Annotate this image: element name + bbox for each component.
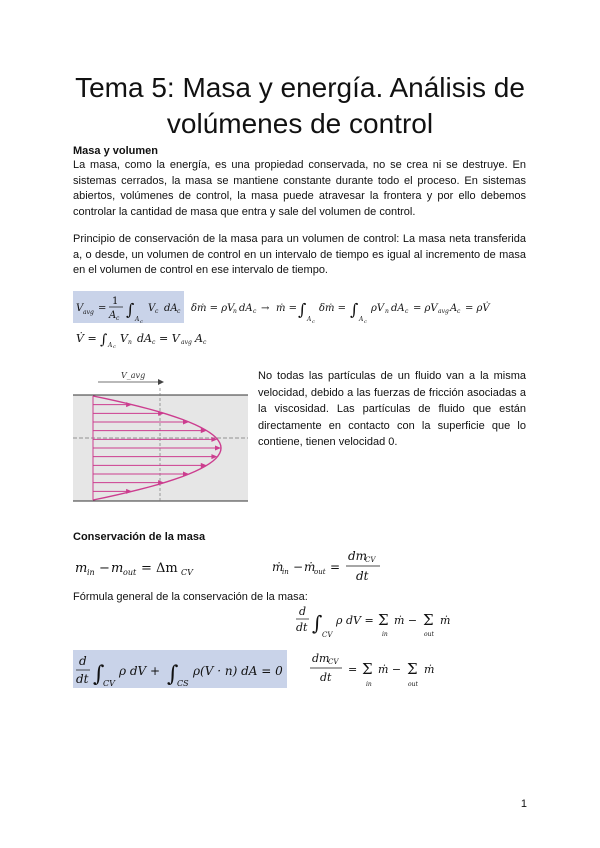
svg-text:CV: CV bbox=[103, 679, 115, 688]
page-number: 1 bbox=[520, 798, 527, 810]
svg-text:dA: dA bbox=[164, 303, 178, 314]
velocity-profile-figure bbox=[73, 368, 248, 514]
svg-text:m: m bbox=[75, 561, 88, 576]
svg-text:avg: avg bbox=[83, 309, 94, 316]
svg-text:m: m bbox=[111, 561, 124, 576]
svg-text:δṁ =: δṁ = bbox=[319, 303, 347, 314]
svg-text:V: V bbox=[148, 303, 156, 314]
svg-text:CV: CV bbox=[328, 658, 339, 666]
svg-text:A: A bbox=[135, 316, 140, 323]
section-heading-masa-volumen: Masa y volumen bbox=[73, 145, 158, 157]
svg-text:δṁ = ρV: δṁ = ρV bbox=[191, 303, 235, 314]
svg-text:CV: CV bbox=[322, 631, 333, 639]
svg-text:ρ(V · n) dA = 0: ρ(V · n) dA = 0 bbox=[193, 664, 283, 678]
equation-general-right bbox=[290, 600, 470, 642]
svg-text:c: c bbox=[405, 308, 409, 315]
svg-text:=: = bbox=[348, 663, 358, 676]
svg-text:A: A bbox=[195, 332, 203, 345]
svg-text:dA: dA bbox=[137, 332, 152, 345]
equation-mass-rate bbox=[270, 546, 420, 586]
svg-text:n: n bbox=[385, 308, 389, 315]
svg-text:∫: ∫ bbox=[100, 332, 108, 348]
svg-text:dm: dm bbox=[348, 549, 368, 563]
vavg-label: V_avg bbox=[121, 371, 146, 380]
svg-text:in: in bbox=[87, 568, 95, 577]
svg-text:1: 1 bbox=[112, 296, 119, 307]
svg-text:V: V bbox=[120, 332, 128, 345]
svg-text:dA: dA bbox=[239, 303, 253, 314]
svg-text:avg: avg bbox=[438, 308, 449, 315]
svg-text:∫: ∫ bbox=[312, 611, 323, 635]
equation-vdot bbox=[73, 327, 273, 349]
svg-text:d: d bbox=[299, 605, 307, 618]
svg-text:in: in bbox=[366, 681, 372, 688]
svg-text:V̇ =: V̇ = bbox=[76, 332, 97, 345]
svg-text:ρ dV =: ρ dV = bbox=[336, 614, 374, 627]
svg-text:c: c bbox=[364, 319, 367, 325]
svg-text:avg: avg bbox=[181, 339, 192, 346]
svg-text:=: = bbox=[330, 560, 341, 574]
svg-text:c: c bbox=[116, 315, 120, 322]
page-title: Tema 5: Masa y energía. Análisis de volúmenes de control bbox=[75, 72, 525, 139]
svg-text:dt: dt bbox=[320, 671, 332, 684]
equation-vavg-mdot bbox=[73, 291, 533, 325]
svg-text:∫: ∫ bbox=[93, 662, 105, 687]
svg-text:Σ: Σ bbox=[407, 660, 418, 678]
svg-text:dA: dA bbox=[391, 303, 405, 314]
svg-text:= ρV̇: = ρV̇ bbox=[465, 303, 490, 314]
svg-text:CV: CV bbox=[181, 568, 193, 577]
svg-text:c: c bbox=[253, 308, 257, 315]
vavg-arrowhead bbox=[158, 379, 164, 385]
svg-text:Σ: Σ bbox=[423, 611, 434, 629]
svg-text:ṁ: ṁ bbox=[272, 560, 284, 574]
svg-text:CS: CS bbox=[177, 679, 189, 688]
svg-text:ṁ =: ṁ = bbox=[276, 303, 298, 314]
svg-text:c: c bbox=[177, 308, 181, 315]
svg-text:ρV: ρV bbox=[371, 303, 385, 314]
svg-text:V: V bbox=[76, 303, 84, 314]
svg-text:n: n bbox=[233, 308, 237, 315]
figure-caption: No todas las partículas de un fluido van a la misma velocidad, debido a las fuerzas de fricción asociadas a la viscosidad. Las partículas de fluido que están directamente en contacto con la superficie que lo contiene, tienen velocidad 0. bbox=[258, 370, 526, 448]
svg-text:ṁ: ṁ bbox=[304, 560, 316, 574]
svg-text:−: − bbox=[99, 561, 110, 576]
svg-text:Σ: Σ bbox=[378, 611, 389, 629]
svg-text:∫: ∫ bbox=[126, 300, 135, 319]
svg-text:ṁ −: ṁ − bbox=[378, 663, 402, 676]
svg-text:ρ dV +: ρ dV + bbox=[119, 664, 161, 678]
svg-text:= ρV: = ρV bbox=[413, 303, 438, 314]
svg-text:out: out bbox=[314, 568, 326, 576]
svg-text:= V: = V bbox=[159, 332, 180, 345]
svg-text:out: out bbox=[123, 568, 137, 577]
svg-text:dt: dt bbox=[76, 672, 89, 686]
svg-text:= Δm: = Δm bbox=[141, 561, 178, 576]
svg-text:A: A bbox=[450, 303, 458, 314]
svg-text:−: − bbox=[293, 560, 304, 574]
svg-text:dt: dt bbox=[356, 569, 369, 583]
svg-text:A: A bbox=[109, 310, 117, 321]
svg-text:c: c bbox=[140, 319, 143, 325]
svg-text:in: in bbox=[382, 631, 388, 638]
equation-general-right2 bbox=[308, 648, 458, 690]
svg-text:∫: ∫ bbox=[298, 300, 307, 319]
svg-text:CV: CV bbox=[365, 556, 376, 564]
svg-text:c: c bbox=[155, 308, 159, 315]
svg-text:c: c bbox=[312, 319, 315, 325]
svg-text:∫: ∫ bbox=[350, 300, 359, 319]
equation-mass-balance bbox=[73, 552, 273, 582]
svg-text:c: c bbox=[113, 344, 116, 349]
svg-text:c: c bbox=[203, 339, 207, 346]
svg-text:c: c bbox=[152, 339, 156, 346]
svg-text:→: → bbox=[261, 303, 270, 314]
svg-text:A: A bbox=[108, 342, 113, 349]
general-formula-label: Fórmula general de la conservación de la masa: bbox=[73, 591, 308, 603]
svg-text:out: out bbox=[424, 631, 434, 638]
svg-text:n: n bbox=[128, 339, 132, 346]
paragraph-masa: La masa, como la energía, es una propiedad conservada, no se crea ni se destruye. En sistemas cerrados, la masa se mantiene constante durante todo el proceso. En sistemas abiertos, volúmenes de control, la masa puede atravesar la frontera y por ello debemos controlar la cantidad de masa que entra y sale del volumen de control. bbox=[73, 159, 526, 218]
section-heading-conservacion: Conservación de la masa bbox=[73, 531, 206, 543]
svg-text:dm: dm bbox=[312, 652, 330, 665]
svg-text:=: = bbox=[98, 303, 107, 314]
svg-text:ṁ: ṁ bbox=[424, 663, 435, 676]
equation-general-left bbox=[73, 650, 287, 688]
svg-text:Σ: Σ bbox=[362, 660, 373, 678]
svg-text:ṁ: ṁ bbox=[440, 614, 451, 627]
paragraph-principio: Principio de conservación de la masa para un volumen de control: La masa neta transferida a, o desde, un volumen de control en un intervalo de tiempo es igual al incremento de masa en el volumen de control en ese intervalo de tiempo. bbox=[73, 233, 526, 276]
svg-text:in: in bbox=[282, 568, 289, 576]
svg-text:ṁ −: ṁ − bbox=[394, 614, 418, 627]
svg-text:A: A bbox=[307, 316, 312, 323]
svg-text:A: A bbox=[359, 316, 364, 323]
svg-text:dt: dt bbox=[296, 621, 308, 634]
svg-text:∫: ∫ bbox=[167, 662, 179, 687]
svg-text:d: d bbox=[79, 654, 87, 668]
svg-text:c: c bbox=[457, 308, 461, 315]
svg-text:out: out bbox=[408, 681, 418, 688]
